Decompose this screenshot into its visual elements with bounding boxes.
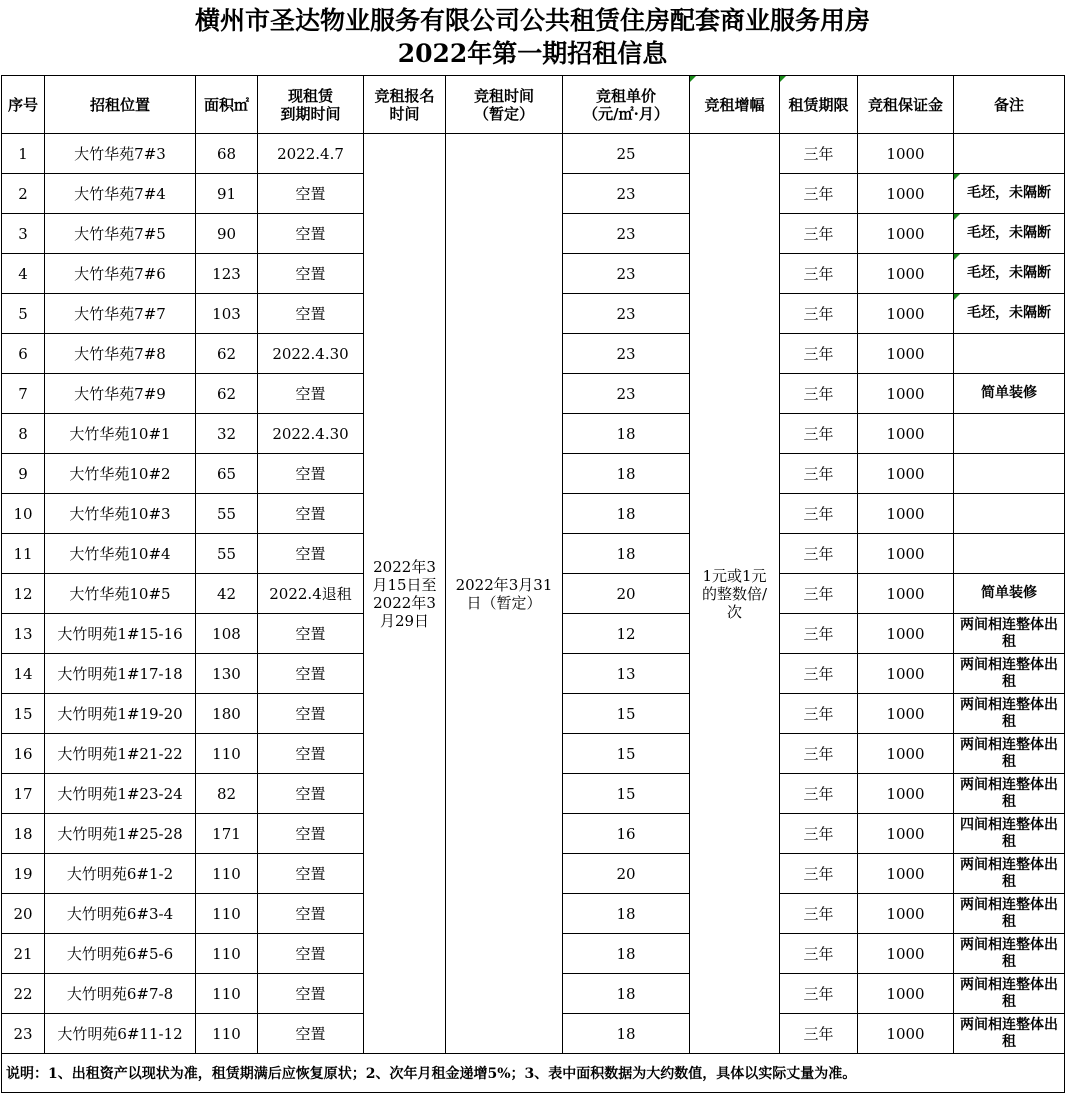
footer-note: 说明：1、出租资产以现状为准，租赁期满后应恢复原状；2、次年月租金递增5%；3、表中面积数据为大约数值，具体以实际丈量为准。	[2, 1054, 1065, 1093]
header-deposit: 竞租保证金	[858, 76, 954, 134]
cell-remark: 两间相连整体出租	[954, 854, 1065, 894]
cell-deposit: 1000	[858, 774, 954, 814]
cell-term: 三年	[780, 254, 858, 294]
cell-location: 大竹明苑6#7-8	[45, 974, 196, 1014]
cell-expiry: 空置	[258, 774, 364, 814]
cell-price: 23	[563, 334, 690, 374]
cell-deposit: 1000	[858, 694, 954, 734]
cell-seq: 22	[2, 974, 45, 1014]
cell-expiry: 空置	[258, 614, 364, 654]
cell-expiry: 空置	[258, 294, 364, 334]
cell-expiry: 2022.4退租	[258, 574, 364, 614]
cell-expiry: 空置	[258, 894, 364, 934]
cell-remark	[954, 494, 1065, 534]
cell-deposit: 1000	[858, 214, 954, 254]
table-row	[2, 134, 1065, 174]
cell-expiry: 空置	[258, 854, 364, 894]
cell-term: 三年	[780, 574, 858, 614]
cell-price: 18	[563, 974, 690, 1014]
cell-deposit: 1000	[858, 654, 954, 694]
header-remark: 备注	[954, 76, 1065, 134]
cell-price: 16	[563, 814, 690, 854]
cell-remark: 毛坯，未隔断	[954, 254, 1065, 294]
cell-location: 大竹明苑1#15-16	[45, 614, 196, 654]
cell-remark: 简单装修	[954, 374, 1065, 414]
cell-price: 23	[563, 294, 690, 334]
cell-area: 110	[196, 854, 258, 894]
cell-location: 大竹明苑6#11-12	[45, 1014, 196, 1054]
cell-seq: 17	[2, 774, 45, 814]
cell-remark: 两间相连整体出租	[954, 614, 1065, 654]
cell-seq: 7	[2, 374, 45, 414]
cell-price: 18	[563, 414, 690, 454]
cell-term: 三年	[780, 974, 858, 1014]
cell-bid-time: 2022年3月31日（暂定）	[446, 134, 563, 1054]
cell-price: 18	[563, 534, 690, 574]
cell-seq: 14	[2, 654, 45, 694]
cell-area: 110	[196, 894, 258, 934]
header-bidtime-line2: （暂定）	[473, 104, 534, 123]
cell-term: 三年	[780, 814, 858, 854]
cell-location: 大竹明苑6#5-6	[45, 934, 196, 974]
cell-seq: 9	[2, 454, 45, 494]
cell-deposit: 1000	[858, 494, 954, 534]
cell-location: 大竹华苑7#3	[45, 134, 196, 174]
cell-price: 18	[563, 454, 690, 494]
header-area: 面积㎡	[196, 76, 258, 134]
cell-term: 三年	[780, 294, 858, 334]
cell-area: 65	[196, 454, 258, 494]
cell-term: 三年	[780, 934, 858, 974]
cell-remark: 两间相连整体出租	[954, 734, 1065, 774]
cell-area: 171	[196, 814, 258, 854]
cell-expiry: 空置	[258, 374, 364, 414]
cell-location: 大竹华苑10#1	[45, 414, 196, 454]
cell-expiry: 空置	[258, 654, 364, 694]
cell-price: 23	[563, 374, 690, 414]
cell-deposit: 1000	[858, 574, 954, 614]
cell-remark	[954, 334, 1065, 374]
cell-remark: 两间相连整体出租	[954, 654, 1065, 694]
cell-location: 大竹明苑1#21-22	[45, 734, 196, 774]
cell-area: 108	[196, 614, 258, 654]
cell-price: 20	[563, 574, 690, 614]
cell-price: 15	[563, 694, 690, 734]
cell-area: 123	[196, 254, 258, 294]
header-price	[563, 76, 690, 134]
header-location: 招租位置	[45, 76, 196, 134]
cell-price: 23	[563, 174, 690, 214]
cell-area: 103	[196, 294, 258, 334]
header-price-line2: （元/㎡·月）	[583, 104, 669, 123]
cell-term: 三年	[780, 134, 858, 174]
cell-remark: 毛坯，未隔断	[954, 214, 1065, 254]
cell-expiry: 空置	[258, 534, 364, 574]
cell-term: 三年	[780, 454, 858, 494]
cell-term: 三年	[780, 214, 858, 254]
cell-deposit: 1000	[858, 414, 954, 454]
cell-seq: 11	[2, 534, 45, 574]
cell-seq: 16	[2, 734, 45, 774]
cell-term: 三年	[780, 774, 858, 814]
cell-price: 23	[563, 214, 690, 254]
title-line-1: 横州市圣达物业服务有限公司公共租赁住房配套商业服务用房	[194, 6, 870, 35]
cell-location: 大竹华苑10#3	[45, 494, 196, 534]
cell-location: 大竹华苑10#4	[45, 534, 196, 574]
cell-expiry: 空置	[258, 254, 364, 294]
header-price-line1: 竞租单价	[595, 86, 656, 105]
cell-expiry: 空置	[258, 934, 364, 974]
cell-deposit: 1000	[858, 974, 954, 1014]
cell-deposit: 1000	[858, 454, 954, 494]
cell-expiry: 空置	[258, 174, 364, 214]
cell-area: 110	[196, 974, 258, 1014]
cell-term: 三年	[780, 494, 858, 534]
cell-price: 18	[563, 894, 690, 934]
cell-seq: 18	[2, 814, 45, 854]
cell-area: 55	[196, 534, 258, 574]
cell-area: 110	[196, 934, 258, 974]
cell-remark: 两间相连整体出租	[954, 694, 1065, 734]
cell-price: 20	[563, 854, 690, 894]
header-bidtime	[446, 76, 563, 134]
cell-remark: 四间相连整体出租	[954, 814, 1065, 854]
cell-expiry: 空置	[258, 454, 364, 494]
cell-term: 三年	[780, 1014, 858, 1054]
cell-remark: 两间相连整体出租	[954, 774, 1065, 814]
cell-term: 三年	[780, 174, 858, 214]
cell-location: 大竹华苑7#6	[45, 254, 196, 294]
cell-price: 12	[563, 614, 690, 654]
cell-seq: 10	[2, 494, 45, 534]
cell-term: 三年	[780, 374, 858, 414]
cell-deposit: 1000	[858, 254, 954, 294]
cell-expiry: 空置	[258, 814, 364, 854]
cell-area: 32	[196, 414, 258, 454]
cell-deposit: 1000	[858, 374, 954, 414]
cell-location: 大竹华苑10#2	[45, 454, 196, 494]
cell-expiry: 空置	[258, 214, 364, 254]
header-expiry-line2: 到期时间	[280, 104, 341, 123]
cell-price: 15	[563, 734, 690, 774]
cell-remark	[954, 534, 1065, 574]
cell-price: 18	[563, 494, 690, 534]
header-bidtime-line1: 竞租时间	[473, 86, 534, 105]
header-row	[2, 76, 1065, 134]
title-line-2: 2022年第一期招租信息	[397, 39, 668, 68]
cell-term: 三年	[780, 334, 858, 374]
header-seq: 序号	[2, 76, 45, 134]
cell-seq: 5	[2, 294, 45, 334]
header-expiry-line1: 现租赁	[287, 86, 333, 105]
cell-remark: 两间相连整体出租	[954, 894, 1065, 934]
cell-location: 大竹华苑10#5	[45, 574, 196, 614]
cell-term: 三年	[780, 854, 858, 894]
cell-location: 大竹明苑1#17-18	[45, 654, 196, 694]
cell-area: 110	[196, 734, 258, 774]
cell-term: 三年	[780, 414, 858, 454]
cell-deposit: 1000	[858, 934, 954, 974]
cell-expiry: 空置	[258, 694, 364, 734]
cell-price: 25	[563, 134, 690, 174]
cell-deposit: 1000	[858, 854, 954, 894]
cell-term: 三年	[780, 694, 858, 734]
cell-term: 三年	[780, 734, 858, 774]
cell-seq: 8	[2, 414, 45, 454]
cell-seq: 4	[2, 254, 45, 294]
cell-deposit: 1000	[858, 814, 954, 854]
cell-expiry: 空置	[258, 494, 364, 534]
cell-area: 110	[196, 1014, 258, 1054]
cell-seq: 6	[2, 334, 45, 374]
cell-term: 三年	[780, 654, 858, 694]
cell-seq: 2	[2, 174, 45, 214]
cell-location: 大竹华苑7#9	[45, 374, 196, 414]
cell-area: 68	[196, 134, 258, 174]
cell-remark: 两间相连整体出租	[954, 974, 1065, 1014]
cell-deposit: 1000	[858, 174, 954, 214]
cell-seq: 19	[2, 854, 45, 894]
cell-price: 23	[563, 254, 690, 294]
cell-seq: 15	[2, 694, 45, 734]
cell-location: 大竹明苑1#23-24	[45, 774, 196, 814]
cell-signup-time: 2022年3月15日至2022年3月29日	[364, 134, 446, 1054]
cell-seq: 13	[2, 614, 45, 654]
cell-area: 62	[196, 374, 258, 414]
cell-term: 三年	[780, 894, 858, 934]
cell-remark: 两间相连整体出租	[954, 934, 1065, 974]
cell-area: 90	[196, 214, 258, 254]
header-increment: 竞租增幅	[690, 76, 780, 134]
cell-expiry: 空置	[258, 1014, 364, 1054]
cell-remark: 毛坯，未隔断	[954, 174, 1065, 214]
cell-term: 三年	[780, 614, 858, 654]
footer-row	[2, 1054, 1065, 1093]
header-signup	[364, 76, 446, 134]
cell-deposit: 1000	[858, 614, 954, 654]
cell-price: 18	[563, 934, 690, 974]
cell-location: 大竹华苑7#4	[45, 174, 196, 214]
cell-remark	[954, 414, 1065, 454]
cell-price: 18	[563, 1014, 690, 1054]
table-body	[2, 134, 1065, 1054]
cell-expiry: 空置	[258, 734, 364, 774]
cell-area: 91	[196, 174, 258, 214]
cell-location: 大竹华苑7#8	[45, 334, 196, 374]
cell-area: 62	[196, 334, 258, 374]
cell-seq: 3	[2, 214, 45, 254]
cell-deposit: 1000	[858, 294, 954, 334]
cell-remark: 两间相连整体出租	[954, 1014, 1065, 1054]
cell-deposit: 1000	[858, 734, 954, 774]
cell-price: 15	[563, 774, 690, 814]
cell-term: 三年	[780, 534, 858, 574]
cell-location: 大竹华苑7#5	[45, 214, 196, 254]
cell-location: 大竹明苑6#1-2	[45, 854, 196, 894]
cell-location: 大竹明苑6#3-4	[45, 894, 196, 934]
header-expiry	[258, 76, 364, 134]
cell-remark	[954, 134, 1065, 174]
cell-remark	[954, 454, 1065, 494]
cell-seq: 12	[2, 574, 45, 614]
header-signup-line2: 时间	[389, 104, 420, 123]
cell-seq: 21	[2, 934, 45, 974]
cell-seq: 20	[2, 894, 45, 934]
cell-expiry: 2022.4.30	[258, 414, 364, 454]
cell-seq: 1	[2, 134, 45, 174]
rental-table	[1, 75, 1065, 1093]
cell-deposit: 1000	[858, 134, 954, 174]
cell-deposit: 1000	[858, 1014, 954, 1054]
cell-expiry: 2022.4.7	[258, 134, 364, 174]
cell-location: 大竹华苑7#7	[45, 294, 196, 334]
cell-location: 大竹明苑1#19-20	[45, 694, 196, 734]
header-signup-line1: 竞租报名	[374, 86, 435, 105]
cell-deposit: 1000	[858, 894, 954, 934]
cell-increment: 1元或1元的整数倍/次	[690, 134, 780, 1054]
cell-deposit: 1000	[858, 534, 954, 574]
cell-seq: 23	[2, 1014, 45, 1054]
cell-remark: 简单装修	[954, 574, 1065, 614]
cell-area: 130	[196, 654, 258, 694]
cell-area: 180	[196, 694, 258, 734]
cell-area: 42	[196, 574, 258, 614]
cell-deposit: 1000	[858, 334, 954, 374]
cell-location: 大竹明苑1#25-28	[45, 814, 196, 854]
cell-remark: 毛坯，未隔断	[954, 294, 1065, 334]
cell-area: 55	[196, 494, 258, 534]
document-title	[0, 0, 1065, 75]
cell-area: 82	[196, 774, 258, 814]
header-term: 租赁期限	[780, 76, 858, 134]
cell-expiry: 空置	[258, 974, 364, 1014]
cell-expiry: 2022.4.30	[258, 334, 364, 374]
cell-price: 13	[563, 654, 690, 694]
